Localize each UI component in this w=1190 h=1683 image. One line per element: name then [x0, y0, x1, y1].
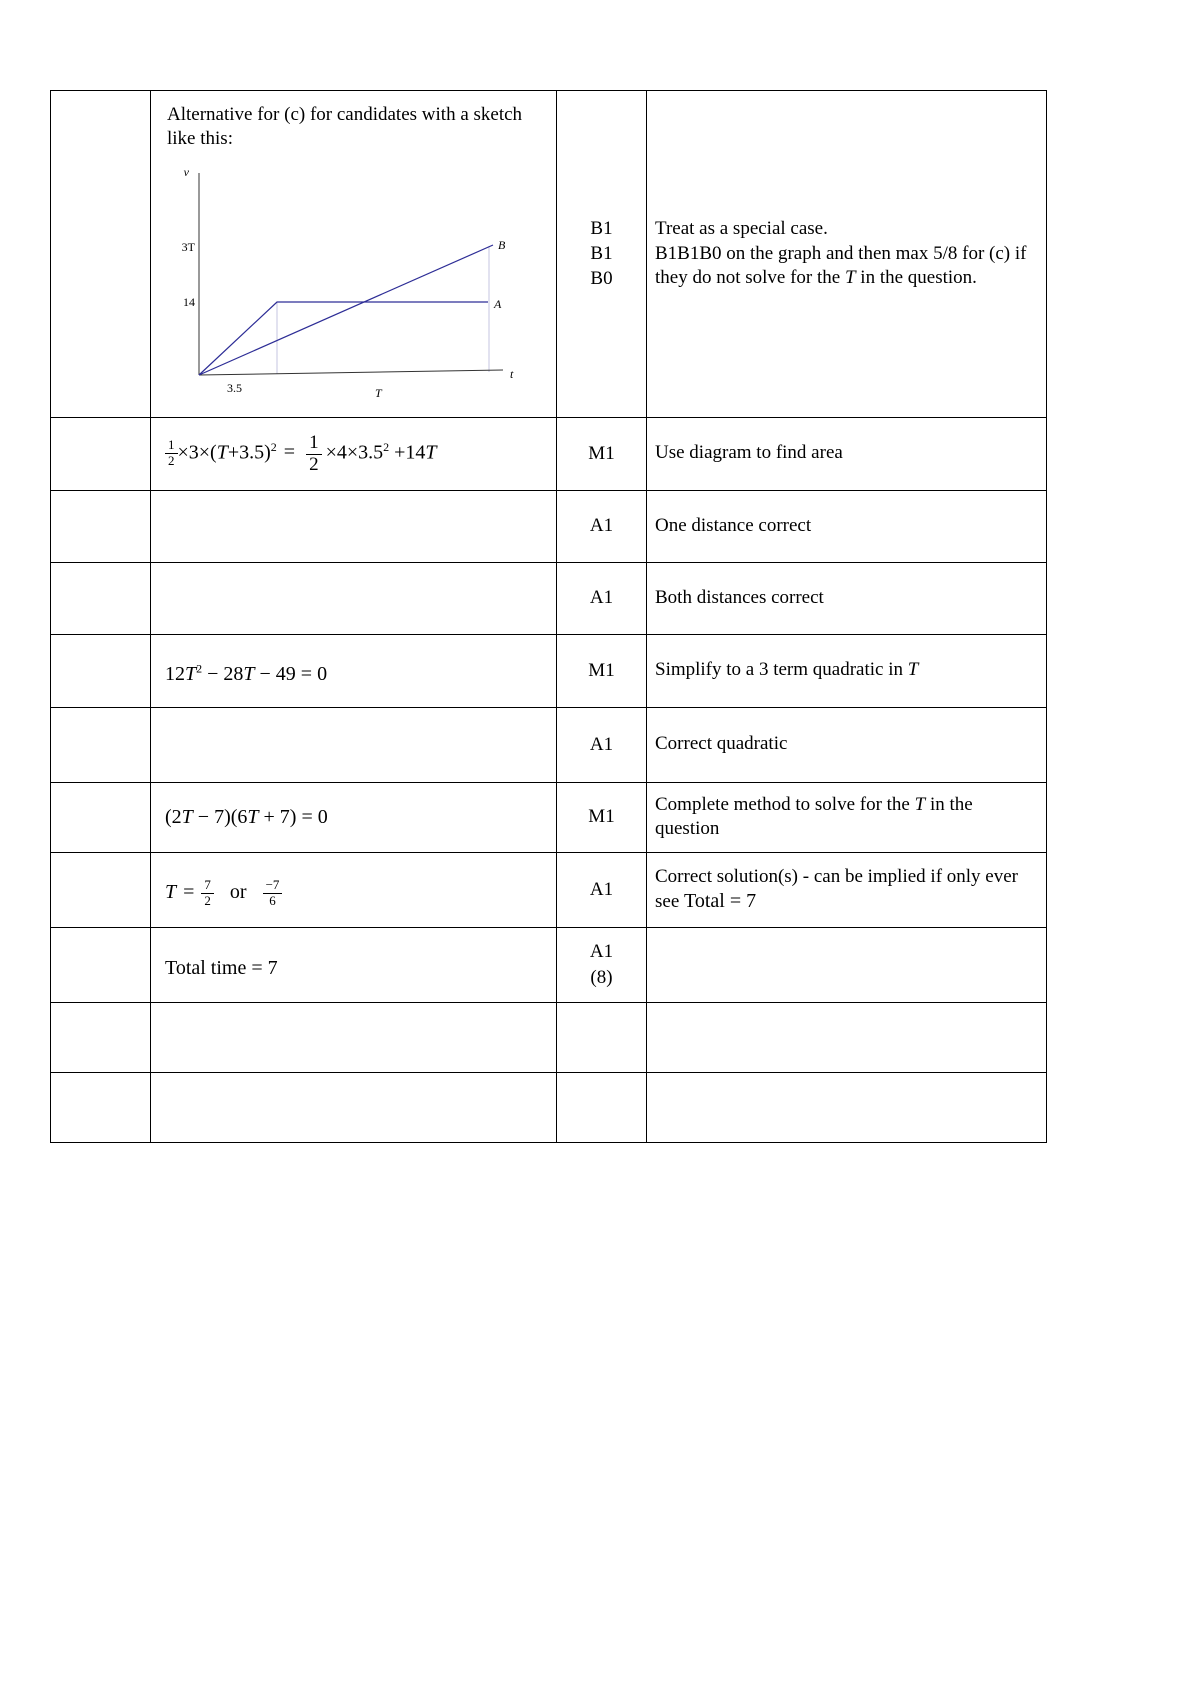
- or-word: or: [229, 881, 247, 904]
- comment-text: Correct quadratic: [655, 733, 788, 755]
- fraction-numerator: 1: [165, 438, 178, 454]
- comment-cell: [647, 91, 1047, 418]
- comment-text: [655, 658, 1038, 682]
- alt-note-line-2: like this:: [167, 127, 233, 149]
- equation-text: + 7) = 0: [258, 805, 328, 828]
- equation-text: − 28: [202, 663, 244, 685]
- mark-a1: A1: [589, 941, 614, 963]
- equation-var-T: T: [165, 881, 177, 904]
- working-cell-empty: [151, 1002, 557, 1072]
- comment-text-part: in the question.: [855, 266, 977, 288]
- comment-text: [655, 793, 1038, 842]
- comment-text-part: in the question: [655, 793, 973, 839]
- point-B-label: B: [498, 237, 506, 252]
- question-number-cell: [51, 852, 151, 927]
- x-label-3-5: 3.5: [227, 380, 242, 395]
- comment-cell: [647, 562, 1047, 634]
- table-row: [51, 782, 1047, 852]
- comment-cell: [647, 852, 1047, 927]
- comment-text-part: Simplify to a 3 term quadratic in: [655, 659, 908, 681]
- area-equation: [165, 433, 556, 475]
- working-cell-area-equation: [151, 417, 557, 490]
- equation-text: +3.5): [227, 441, 271, 464]
- question-number-cell: [51, 417, 151, 490]
- velocity-time-graph: [169, 159, 556, 417]
- y-label-14: 14: [183, 294, 195, 309]
- comment-cell: [647, 634, 1047, 707]
- solutions-equation: [165, 876, 556, 908]
- comment-text-part: B1B1B0 on the graph and then max 5/8 for (c) if they do not solve for the: [655, 242, 1027, 288]
- mark-m1: M1: [588, 806, 615, 828]
- question-number-cell: [51, 490, 151, 562]
- equals-sign: =: [283, 441, 296, 464]
- point-A-label: A: [494, 296, 502, 311]
- comment-text-part: Complete method to solve for the: [655, 793, 915, 815]
- mark-scheme-table: [50, 90, 1047, 1143]
- question-number-cell: [51, 91, 151, 418]
- mark-b1-second: B1: [590, 243, 613, 265]
- equation-var-T: T: [181, 805, 193, 828]
- equation-text: − 7)(6: [192, 805, 248, 828]
- working-cell-empty: [151, 707, 557, 782]
- fraction-numerator: −7: [263, 878, 283, 894]
- mark-a1: A1: [589, 878, 614, 900]
- marks-cell: [557, 562, 647, 634]
- marks-cell: [557, 1072, 647, 1142]
- marks-cell: [557, 417, 647, 490]
- fraction-minus-seven-sixths: [263, 878, 283, 907]
- marks-cell: [557, 927, 647, 1002]
- comment-cell: [647, 707, 1047, 782]
- equation-text: (2: [165, 805, 182, 828]
- equation-var-T: T: [185, 663, 197, 685]
- equation-var-T: T: [243, 663, 255, 685]
- comment-var-T: T: [907, 659, 919, 681]
- fraction-half-small: [165, 438, 178, 467]
- equation-exponent: 2: [383, 439, 390, 454]
- working-cell-empty: [151, 1072, 557, 1142]
- comment-cell: [647, 417, 1047, 490]
- comment-b1b1b0: [655, 242, 1038, 291]
- equals-sign: =: [183, 881, 195, 904]
- marks-cell: [557, 1002, 647, 1072]
- working-cell-solutions: [151, 852, 557, 927]
- alt-note-line-1: Alternative for (c) for candidates with a sketch: [167, 104, 523, 125]
- marks-cell: [557, 852, 647, 927]
- mark-b0: B0: [590, 268, 613, 290]
- total-time-statement: Total time = 7: [165, 957, 278, 979]
- table-row: [51, 852, 1047, 927]
- comment-text: One distance correct: [655, 514, 812, 536]
- equation-exponent: 2: [196, 661, 203, 676]
- table-row: [51, 562, 1047, 634]
- question-number-cell: [51, 782, 151, 852]
- comment-var-T: T: [914, 793, 926, 815]
- equation-exponent: 2: [270, 439, 277, 454]
- comment-cell: [647, 1002, 1047, 1072]
- marks-cell: [557, 490, 647, 562]
- mark-b1-first: B1: [590, 218, 613, 240]
- question-number-cell: [51, 562, 151, 634]
- equation-text: − 49 = 0: [254, 663, 328, 685]
- equation-text: ×3×(: [177, 441, 217, 464]
- alternative-note: [165, 99, 556, 151]
- comment-total-equals-7: Total = 7: [684, 889, 757, 912]
- mark-m1: M1: [588, 659, 615, 681]
- comment-cell: [647, 782, 1047, 852]
- fraction-denominator: 2: [168, 452, 175, 468]
- marks-cell: [557, 634, 647, 707]
- marks-cell: [557, 782, 647, 852]
- question-number-cell: [51, 634, 151, 707]
- mark-m1: M1: [588, 442, 615, 464]
- t-axis-label: t: [510, 366, 514, 381]
- fraction-denominator: 2: [204, 892, 211, 908]
- line-to-A: [199, 302, 488, 375]
- y-label-3T: 3T: [181, 239, 195, 254]
- quadratic-equation: [165, 663, 556, 686]
- question-number-cell: [51, 1072, 151, 1142]
- equation-var-T: T: [247, 805, 259, 828]
- comment-cell: [647, 490, 1047, 562]
- fraction-numerator: 1: [306, 433, 322, 455]
- mark-a1: A1: [589, 733, 614, 755]
- table-row: [51, 1072, 1047, 1142]
- working-cell-empty: [151, 490, 557, 562]
- working-cell-factorised: [151, 782, 557, 852]
- working-cell-empty: [151, 562, 557, 634]
- v-axis-label: v: [183, 164, 189, 179]
- working-cell-quadratic: [151, 634, 557, 707]
- t-axis: [199, 370, 503, 375]
- equation-text: 12: [165, 663, 185, 685]
- marks-cell: [557, 91, 647, 418]
- equation-text: ×4×3.5: [325, 441, 384, 464]
- fraction-seven-halves: [201, 878, 214, 907]
- table-row: [51, 490, 1047, 562]
- equation-var-T: T: [216, 441, 228, 464]
- question-number-cell: [51, 1002, 151, 1072]
- mark-a1: A1: [589, 515, 614, 537]
- comment-text: Use diagram to find area: [655, 442, 843, 464]
- x-label-T: T: [375, 385, 382, 400]
- comment-special-case: Treat as a special case.: [655, 218, 828, 240]
- equation-var-T: T: [425, 441, 437, 464]
- comment-text: [655, 865, 1038, 915]
- table-row: [51, 91, 1047, 418]
- fraction-half-large: [306, 433, 322, 475]
- working-cell-alternative: [151, 91, 557, 418]
- line-to-B: [199, 245, 493, 375]
- working-cell-total-time: [151, 927, 557, 1002]
- fraction-denominator: 6: [269, 892, 276, 908]
- comment-var-T: T: [844, 266, 856, 288]
- mark-a1: A1: [589, 587, 614, 609]
- table-row: [51, 707, 1047, 782]
- factorised-equation: [165, 806, 556, 829]
- table-row: [51, 417, 1047, 490]
- comment-cell: [647, 927, 1047, 1002]
- table-row: [51, 1002, 1047, 1072]
- fraction-denominator: 2: [309, 453, 319, 475]
- comment-text: Both distances correct: [655, 586, 824, 608]
- fraction-numerator: 7: [201, 878, 214, 894]
- equation-text: +14: [389, 441, 426, 464]
- velocity-time-sketch: [169, 159, 529, 411]
- comment-cell: [647, 1072, 1047, 1142]
- question-number-cell: [51, 707, 151, 782]
- table-row: [51, 927, 1047, 1002]
- comment-text-part: Correct solution(s) - can be implied if only ever see: [655, 865, 1019, 912]
- question-number-cell: [51, 927, 151, 1002]
- table-row: [51, 634, 1047, 707]
- marks-cell: [557, 707, 647, 782]
- mark-total-8: (8): [590, 966, 613, 988]
